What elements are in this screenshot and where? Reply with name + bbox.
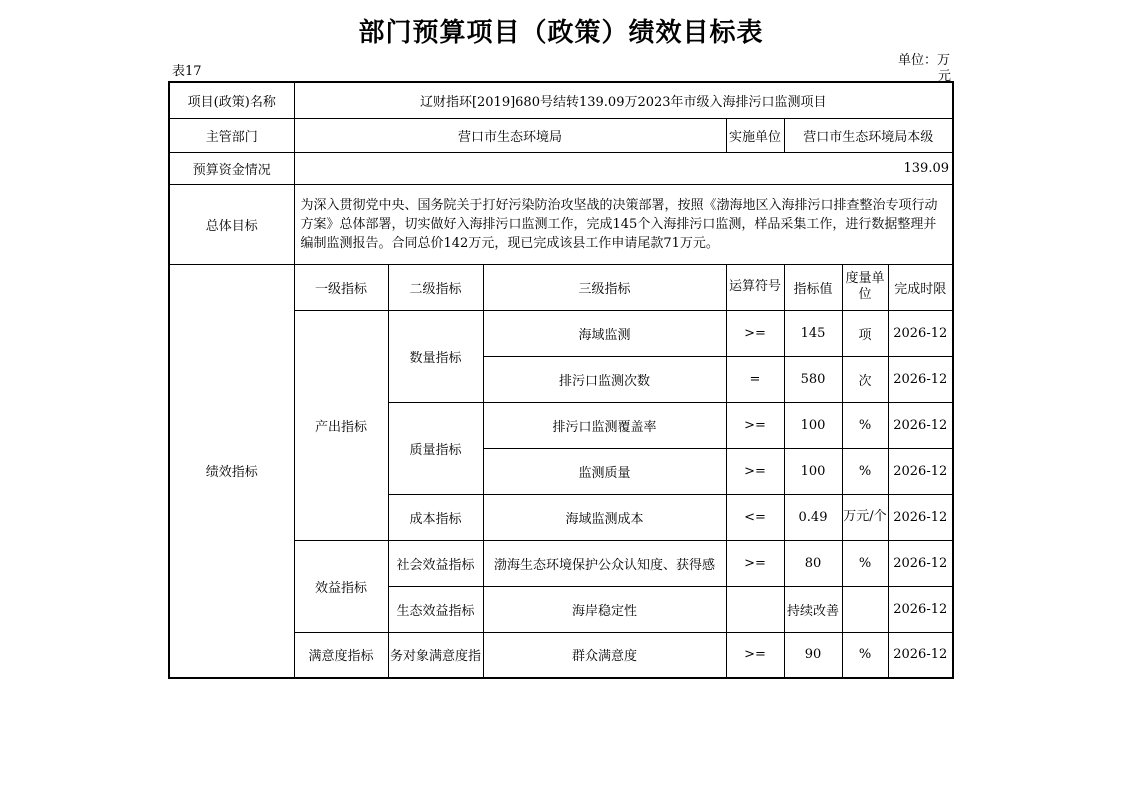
budget-label: 预算资金情况 bbox=[169, 152, 294, 184]
overall-goal-value: 为深入贯彻党中央、国务院关于打好污染防治攻坚战的决策部署，按照《渤海地区入海排污口排查整治专项行动方案》总体部署，切实做好入海排污口监测工作，完成145个入海排污口监测，样品采集工作，进行数据整理并编制监测报告。合同总价142万元，现已完成该县工作申请尾款71万元。 bbox=[294, 184, 953, 264]
indicator-name: 群众满意度 bbox=[483, 632, 726, 678]
col-header-level2: 二级指标 bbox=[388, 264, 483, 310]
level1-satisfaction: 满意度指标 bbox=[294, 632, 388, 678]
col-header-operator: 运算符号 bbox=[726, 264, 784, 310]
indicator-operator: = bbox=[726, 356, 784, 402]
level2-quality: 质量指标 bbox=[388, 402, 483, 494]
overall-goal-label: 总体目标 bbox=[169, 184, 294, 264]
table-number: 表17 bbox=[172, 64, 202, 79]
table-row bbox=[169, 152, 953, 184]
indicator-name: 渤海生态环境保护公众认知度、获得感 bbox=[483, 540, 726, 586]
indicator-value: 100 bbox=[784, 448, 842, 494]
unit-label-line2: 元 bbox=[938, 69, 952, 84]
indicator-unit: 万元/个 bbox=[842, 494, 888, 540]
col-header-unit: 度量单位 bbox=[842, 264, 888, 310]
indicator-name: 排污口监测覆盖率 bbox=[483, 402, 726, 448]
col-header-level1: 一级指标 bbox=[294, 264, 388, 310]
level1-output: 产出指标 bbox=[294, 310, 388, 540]
indicator-value: 0.49 bbox=[784, 494, 842, 540]
level2-social: 社会效益指标 bbox=[388, 540, 483, 586]
table-row bbox=[169, 184, 953, 264]
indicator-deadline: 2026-12 bbox=[888, 632, 953, 678]
indicator-unit: % bbox=[842, 540, 888, 586]
table-row bbox=[169, 82, 953, 118]
indicator-unit: % bbox=[842, 632, 888, 678]
indicator-unit: % bbox=[842, 448, 888, 494]
indicator-value: 80 bbox=[784, 540, 842, 586]
indicator-value: 580 bbox=[784, 356, 842, 402]
impl-unit-value: 营口市生态环境局本级 bbox=[784, 118, 953, 152]
indicator-value: 100 bbox=[784, 402, 842, 448]
indicator-unit bbox=[842, 586, 888, 632]
indicator-deadline: 2026-12 bbox=[888, 540, 953, 586]
indicator-deadline: 2026-12 bbox=[888, 356, 953, 402]
table-row bbox=[169, 118, 953, 152]
level2-eco: 生态效益指标 bbox=[388, 586, 483, 632]
indicator-name: 排污口监测次数 bbox=[483, 356, 726, 402]
indicator-operator: >= bbox=[726, 310, 784, 356]
dept-value: 营口市生态环境局 bbox=[294, 118, 726, 152]
level2-quantity: 数量指标 bbox=[388, 310, 483, 402]
impl-unit-label: 实施单位 bbox=[726, 118, 784, 152]
level1-benefit: 效益指标 bbox=[294, 540, 388, 632]
indicator-operator: >= bbox=[726, 540, 784, 586]
indicator-unit: 项 bbox=[842, 310, 888, 356]
indicator-deadline: 2026-12 bbox=[888, 494, 953, 540]
budget-value: 139.09 bbox=[294, 152, 953, 184]
indicator-operator: <= bbox=[726, 494, 784, 540]
indicator-name: 海岸稳定性 bbox=[483, 586, 726, 632]
col-header-value: 指标值 bbox=[784, 264, 842, 310]
page-title: 部门预算项目（政策）绩效目标表 bbox=[358, 18, 764, 48]
indicator-unit: 次 bbox=[842, 356, 888, 402]
col-header-level3: 三级指标 bbox=[483, 264, 726, 310]
indicator-operator bbox=[726, 586, 784, 632]
indicator-value: 持续改善 bbox=[784, 586, 842, 632]
indicator-name: 海域监测 bbox=[483, 310, 726, 356]
perf-indicator-label: 绩效指标 bbox=[169, 264, 294, 678]
dept-label: 主管部门 bbox=[169, 118, 294, 152]
project-name-label: 项目(政策)名称 bbox=[169, 82, 294, 118]
indicator-deadline: 2026-12 bbox=[888, 586, 953, 632]
level2-service: 务对象满意度指 bbox=[388, 632, 483, 678]
indicator-name: 监测质量 bbox=[483, 448, 726, 494]
indicator-unit: % bbox=[842, 402, 888, 448]
performance-target-table bbox=[168, 81, 954, 679]
col-header-deadline: 完成时限 bbox=[888, 264, 953, 310]
indicator-deadline: 2026-12 bbox=[888, 448, 953, 494]
indicator-operator: >= bbox=[726, 448, 784, 494]
indicator-value: 90 bbox=[784, 632, 842, 678]
unit-label-line1: 单位：万 bbox=[898, 53, 951, 68]
indicator-deadline: 2026-12 bbox=[888, 310, 953, 356]
level2-cost: 成本指标 bbox=[388, 494, 483, 540]
indicator-deadline: 2026-12 bbox=[888, 402, 953, 448]
indicator-operator: >= bbox=[726, 402, 784, 448]
project-name-value: 辽财指环[2019]680号结转139.09万2023年市级入海排污口监测项目 bbox=[294, 82, 953, 118]
table-row bbox=[169, 264, 953, 310]
indicator-operator: >= bbox=[726, 632, 784, 678]
indicator-value: 145 bbox=[784, 310, 842, 356]
indicator-name: 海域监测成本 bbox=[483, 494, 726, 540]
